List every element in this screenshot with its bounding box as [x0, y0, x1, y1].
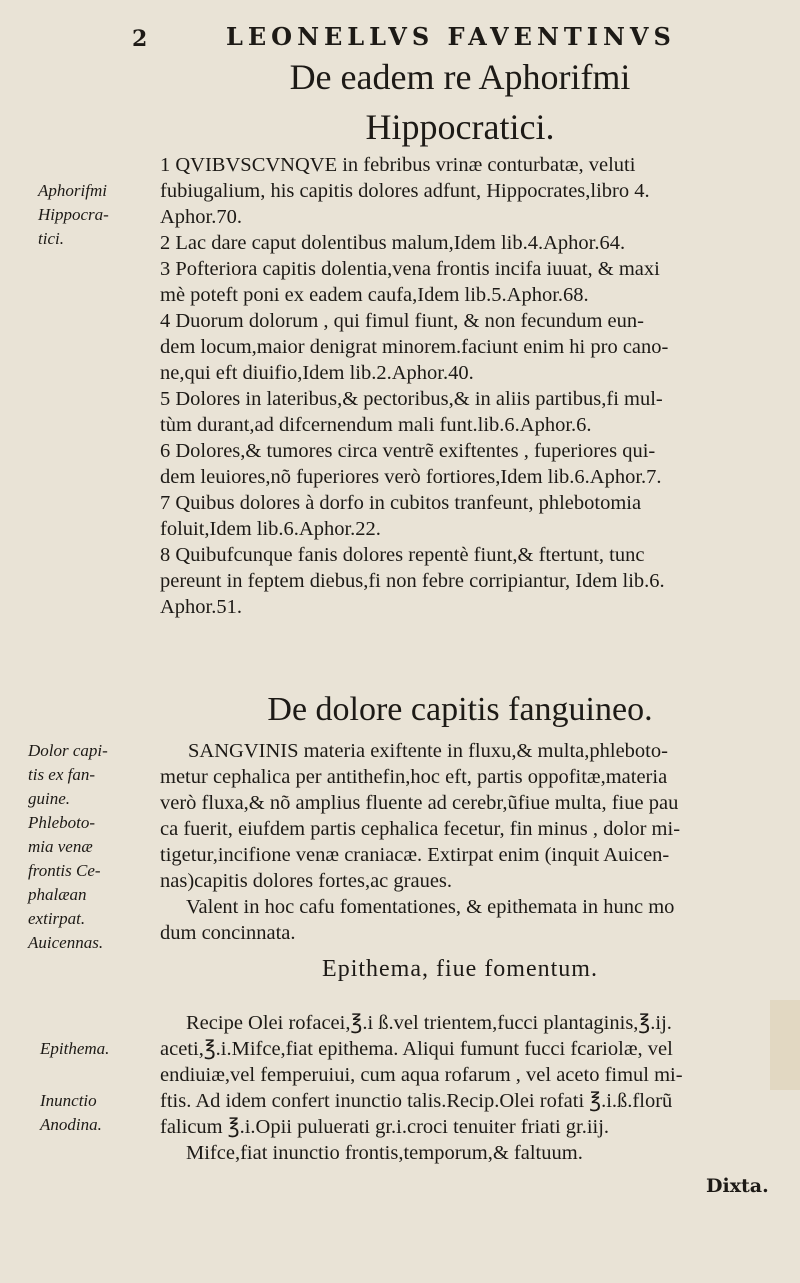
title-line-1: De eadem re Aphorifmi — [289, 57, 631, 97]
text-line: 6 Dolores,& tumores circa ventrẽ exiftentes , fuperiores qui- — [160, 440, 656, 462]
margin-note: Inunctio — [40, 1091, 97, 1110]
section-title: De dolore capitis fanguineo. — [267, 691, 653, 728]
page-number: 2 — [132, 26, 148, 52]
text-line: ftis. Ad idem confert inunctio talis.Recip.Olei rofati ℥.i.ß.florũ — [160, 1090, 673, 1112]
text-line: SANGVINIS materia exiftente in fluxu,& multa,phleboto- — [188, 740, 668, 762]
text-line: Aphor.51. — [160, 596, 242, 618]
text-line: tigetur,incifione venæ craniacæ. Extirpat enim (inquit Auicen- — [160, 844, 670, 866]
text-line: foluit,Idem lib.6.Aphor.22. — [160, 518, 381, 540]
text-line: aceti,℥.i.Mifce,fiat epithema. Aliqui fumunt fucci fcariolæ, vel — [160, 1038, 673, 1060]
text-line: Valent in hoc cafu fomentationes, & epithemata in hunc mo — [186, 896, 675, 918]
text-line: 8 Quibufcunque fanis dolores repentè fiunt,& ftertunt, tunc — [160, 544, 645, 566]
page-stain — [770, 1000, 800, 1090]
text-line: 1 QVIBVSCVNQVE in febribus vrinæ conturbatæ, veluti — [160, 154, 636, 176]
text-line: tùm durant,ad difcernendum mali funt.lib.6.Aphor.6. — [160, 414, 592, 436]
margin-note: phalæan — [28, 885, 87, 904]
subtitle: Epithema, fiue fomentum. — [322, 956, 598, 982]
catchword: Dixta. — [706, 1175, 769, 1197]
text-line: dum concinnata. — [160, 922, 296, 944]
margin-note: tis ex fan- — [28, 765, 96, 784]
margin-note: Auicennas. — [28, 933, 104, 952]
text-line: fubiugalium, his capitis dolores adfunt, Hippocrates,libro 4. — [160, 180, 650, 202]
text-line: Mifce,fiat inunctio frontis,temporum,& faltuum. — [186, 1142, 583, 1164]
text-line: 5 Dolores in lateribus,& pectoribus,& in aliis partibus,fi mul- — [160, 388, 663, 410]
text-line: ne,qui eft diuifio,Idem lib.2.Aphor.40. — [160, 362, 474, 384]
running-head: LEONELLVS FAVENTINVS — [226, 22, 676, 51]
margin-note: tici. — [38, 229, 64, 248]
margin-note: guine. — [28, 789, 71, 808]
margin-note: Hippocra- — [38, 205, 109, 224]
text-line: 2 Lac dare caput dolentibus malum,Idem lib.4.Aphor.64. — [160, 232, 626, 254]
margin-note: Anodina. — [40, 1115, 102, 1134]
margin-note: frontis Ce- — [28, 861, 101, 880]
text-line: verò fluxa,& nõ amplius fluente ad cerebr,ũfiue multa, fiue pau — [160, 792, 679, 814]
margin-note: mia venæ — [28, 837, 93, 856]
chapter-title — [160, 52, 760, 152]
text-line: endiuiæ,vel femperuiui, cum aqua rofarum , vel aceto fimul mi- — [160, 1064, 683, 1086]
text-line: falicum ℥.i.Opii puluerati gr.i.croci tenuiter friati gr.iij. — [160, 1116, 610, 1138]
text-line: 3 Pofteriora capitis dolentia,vena frontis incifa iuuat, & maxi — [160, 258, 660, 280]
text-line: ca fuerit, eiufdem partis cephalica fecetur, fin minus , dolor mi- — [160, 818, 681, 840]
text-line: dem locum,maior denigrat minorem.faciunt enim hi pro cano- — [160, 336, 669, 358]
text-line: metur cephalica per antithefin,hoc eft, partis oppofitæ,materia — [160, 766, 668, 788]
margin-note: Aphorifmi — [38, 181, 107, 200]
text-line: dem leuiores,nõ fuperiores verò fortiores,Idem lib.6.Aphor.7. — [160, 466, 662, 488]
title-line-2: Hippocratici. — [365, 107, 555, 147]
text-line: Recipe Olei rofacei,℥.i ß.vel trientem,fucci plantaginis,℥.ij. — [186, 1012, 672, 1034]
margin-note: Epithema. — [40, 1039, 110, 1058]
margin-note: Phleboto- — [28, 813, 96, 832]
text-line: nas)capitis dolores fortes,ac graues. — [160, 870, 453, 892]
text-line: 7 Quibus dolores à dorfo in cubitos tranfeunt, phlebotomia — [160, 492, 642, 514]
text-line: 4 Duorum dolorum , qui fimul fiunt, & non fecundum eun- — [160, 310, 644, 332]
text-line: Aphor.70. — [160, 206, 242, 228]
margin-note: Dolor capi- — [28, 741, 108, 760]
text-line: mè poteft poni ex eadem caufa,Idem lib.5.Aphor.68. — [160, 284, 589, 306]
margin-note: extirpat. — [28, 909, 86, 928]
text-line: pereunt in feptem diebus,fi non febre corripiantur, Idem lib.6. — [160, 570, 665, 592]
